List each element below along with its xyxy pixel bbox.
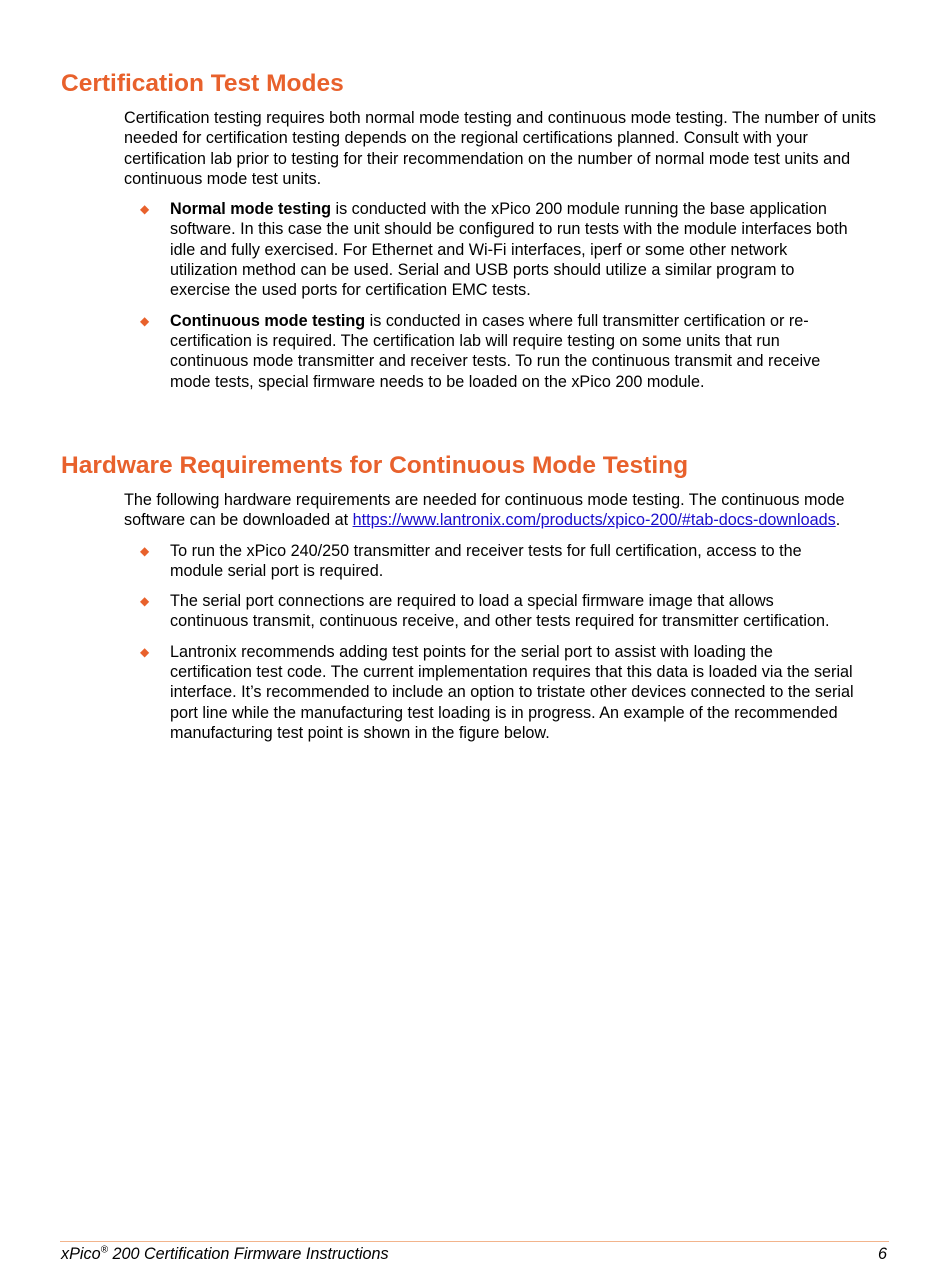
bullet-list <box>124 541 890 744</box>
registered-mark: ® <box>100 1244 108 1256</box>
bullet-text: Lantronix recommends adding test points for the serial port to assist with loading the certification test code. The current implementation requires that this data is loaded via the serial interface. It’s recommended to include an option to tristate other devices connected to the serial port line while the manufacturing test loading is in progress. An example of the recommended manufacturing test point is shown in the figure below. <box>170 642 854 742</box>
intro-text: The following hardware requirements are needed for continuous mode testing. The continuous mode software can be downloaded at <box>124 491 845 530</box>
list-item <box>124 642 856 743</box>
footer-title-product: xPico <box>61 1245 101 1263</box>
footer-divider <box>60 1241 889 1242</box>
bullet-text: To run the xPico 240/250 transmitter and receiver tests for full certification, access to the module serial port is required. <box>170 541 802 580</box>
bullet-text: The serial port connections are required to load a special firmware image that allows continuous transmit, continuous receive, and other tests required for transmitter certification. <box>170 592 830 631</box>
section-intro-paragraph: Certification testing requires both normal mode testing and continuous mode testing. The number of units needed for certification testing depends on the regional certifications planned. Consult with your certification lab prior to testing for their recommendation on the number of normal mode test units and continuous mode test units. <box>124 109 876 188</box>
section-heading-certification-test-modes: Certification Test Modes <box>61 70 344 97</box>
diamond-bullet-icon: ◆ <box>140 543 150 558</box>
bullet-list <box>124 199 890 392</box>
section-body-hardware-requirements <box>124 490 890 743</box>
bullet-text: is conducted in cases where full transmitter certification or re-certification is required. The certification lab will require testing on some units that run continuous mode transmitter and receiver tests. To run the continuous transmit and receive mode tests, special firmware needs to be loaded on the xPico 200 module. <box>170 311 821 391</box>
bullet-lead-term: Normal mode testing <box>170 200 331 219</box>
list-item <box>124 311 856 392</box>
bullet-lead-term: Continuous mode testing <box>170 311 366 330</box>
bullet-text: is conducted with the xPico 200 module running the base application software. In this case the unit should be configured to run tests with the module interfaces both idle and fully exercised. For Ethernet and Wi-Fi interfaces, iperf or some other network utilization method can be used. Serial and USB ports should utilize a similar program to exercise the used ports for certification EMC tests. <box>170 200 848 300</box>
section-body-certification-test-modes <box>124 108 890 392</box>
diamond-bullet-icon: ◆ <box>140 644 150 659</box>
footer-title-text: 200 Certification Firmware Instructions <box>107 1245 389 1263</box>
downloads-link[interactable]: https://www.lantronix.com/products/xpico-200/#tab-docs-downloads <box>352 511 836 530</box>
diamond-bullet-icon: ◆ <box>140 594 150 609</box>
list-item <box>124 541 856 582</box>
section-intro-paragraph <box>124 490 890 531</box>
list-item <box>124 199 856 300</box>
section-heading-hardware-requirements: Hardware Requirements for Continuous Mode Testing <box>61 452 689 479</box>
intro-text-end: . <box>835 511 841 530</box>
list-item <box>124 591 856 632</box>
footer-page-number: 6 <box>877 1245 887 1263</box>
diamond-bullet-icon: ◆ <box>140 202 150 217</box>
footer-document-title <box>61 1244 389 1264</box>
diamond-bullet-icon: ◆ <box>140 313 150 328</box>
